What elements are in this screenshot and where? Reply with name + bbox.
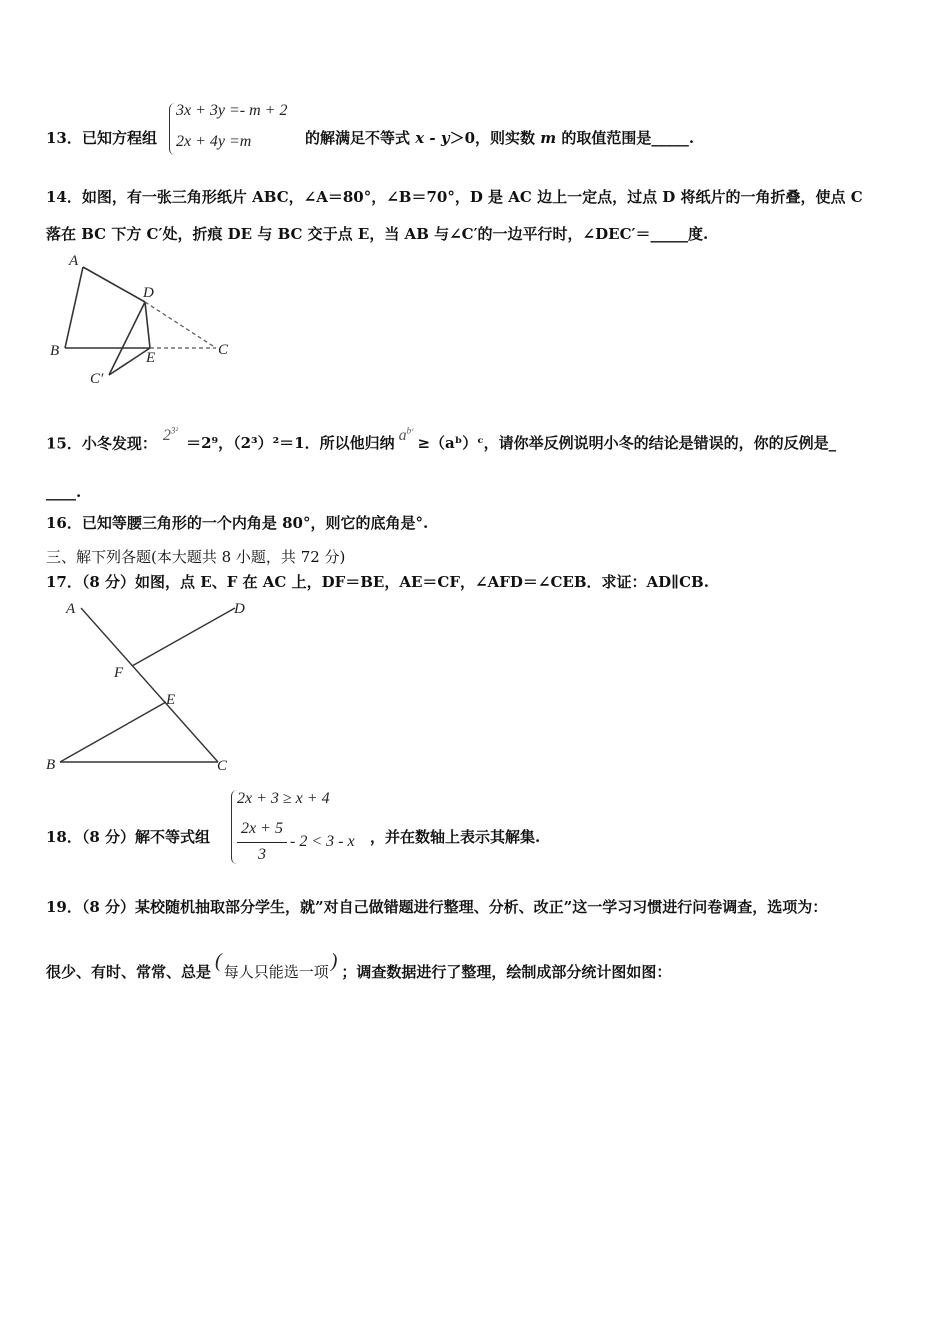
q13-number: 13． — [46, 129, 82, 147]
q13-tail: 的解满足不等式 x - y＞0，则实数 m 的取值范围是_____. — [305, 129, 695, 147]
q19-paren-close: ) — [330, 950, 338, 972]
q17-label-c: C — [217, 758, 228, 774]
q14-segment-dc-dashed — [145, 302, 216, 348]
q18-eq2-tail: - 2 < 3 - x — [290, 833, 355, 850]
q14-line1: 14．如图，有一张三角形纸片 ABC，∠A＝80°，∠B＝70°，D 是 AC 边上一定点，过点 D 将纸片的一角折叠，使点 C — [46, 188, 863, 206]
q18-tail: ，并在数轴上表示其解集. — [370, 828, 541, 846]
q17-segment-fd — [132, 608, 235, 666]
q14-segment-ad — [83, 267, 145, 302]
q13-brace — [169, 103, 176, 155]
q15-expr2: $a^{bᶜ}$ — [398, 426, 414, 445]
section3-title: 三、解下列各题(本大题共 8 小题，共 72 分) — [46, 548, 346, 566]
q19-line2: 很少、有时、常常、总是 ( 每人只能选一项 ) ；调查数据进行了整理，绘制成部分统计图如图： — [46, 950, 672, 981]
q14-label-c1: C′ — [90, 371, 104, 387]
q17-figure — [46, 598, 246, 773]
q17-text: 17．（8 分）如图，点 E、F 在 AC 上，DF＝BE，AE＝CF，∠AFD＝∠CEB．求证：AD∥CB. — [46, 573, 709, 591]
q14-label-d: D — [143, 285, 154, 301]
q19-line1: 19．（8 分）某校随机抽取部分学生，就”对自己做错题进行整理、分析、改正”这一学习习惯进行问卷调查，选项为： — [46, 898, 828, 916]
q17-label-b: B — [46, 757, 56, 773]
q14-segment-ab — [65, 267, 83, 348]
q14-label-e: E — [146, 350, 156, 366]
q18-lead: 18．（8 分）解不等式组 — [46, 828, 211, 846]
q15-line2: ____. — [46, 483, 82, 501]
q14-figure — [46, 252, 246, 387]
q13-eq2: 2x + 4y =m — [176, 133, 252, 150]
q19-note: 每人只能选一项 — [223, 963, 329, 981]
q14-segment-de — [145, 302, 150, 348]
q17-label-f: F — [114, 665, 124, 681]
q14-label-a: A — [69, 253, 79, 269]
q15-expr1: $2^{3^2}$ — [162, 426, 179, 445]
q14-label-b: B — [50, 343, 60, 359]
q18-eq1: 2x + 3 ≥ x + 4 — [237, 790, 330, 807]
q15-line1: 15．小冬发现： $2^{3^2}=2^9$，（2³）²＝1．所以他归纳 $a^{bᶜ}\ge(aᵇ)ᶜ$，请你举反例说明小冬的结论是错误的，你的反例是_ — [46, 426, 837, 453]
q16-text: 16．已知等腰三角形的一个内角是 80°，则它的底角是°. — [46, 514, 429, 532]
q19-paren-open: ( — [215, 950, 222, 972]
q14-label-c: C — [218, 342, 229, 358]
q18-frac-den: 3 — [258, 846, 266, 863]
q17-label-d: D — [234, 601, 245, 617]
q18-frac-bar — [237, 842, 287, 843]
q13-eq1: 3x + 3y =- m + 2 — [176, 102, 288, 119]
q17-label-a: A — [66, 601, 76, 617]
q18-frac-num: 2x + 5 — [241, 820, 283, 837]
q17-label-e: E — [166, 692, 176, 708]
q13-lead: 已知方程组 — [82, 129, 158, 147]
q17-segment-be — [60, 702, 166, 762]
q14-line2: 落在 BC 下方 C′处，折痕 DE 与 BC 交于点 E，当 AB 与∠C′的一边平行时，∠DEC′＝_____度. — [46, 225, 709, 243]
